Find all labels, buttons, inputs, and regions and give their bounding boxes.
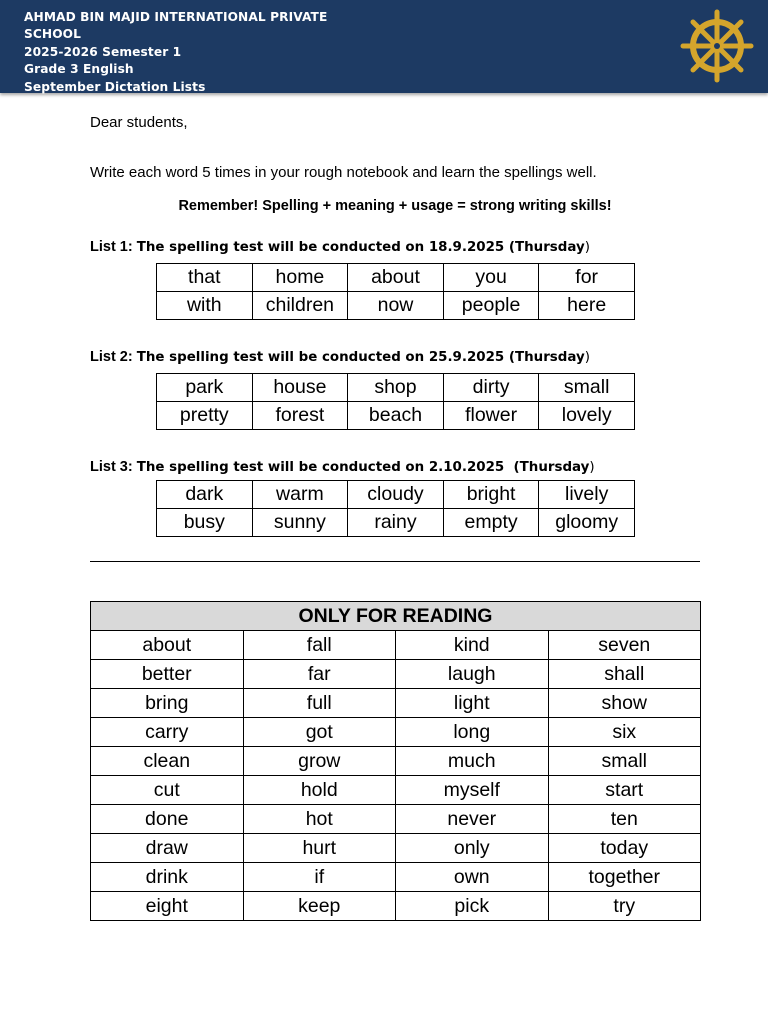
list-3-label: List 3: bbox=[90, 459, 133, 475]
word-cell: lovely bbox=[539, 402, 635, 430]
word-cell: far bbox=[243, 660, 396, 689]
word-cell: six bbox=[548, 718, 701, 747]
word-cell: full bbox=[243, 689, 396, 718]
word-cell: start bbox=[548, 776, 701, 805]
school-info bbox=[24, 9, 354, 96]
table-row bbox=[157, 264, 635, 292]
reminder: Remember! Spelling + meaning + usage = strong writing skills! bbox=[178, 198, 612, 214]
word-cell: eight bbox=[91, 892, 244, 921]
table-row bbox=[91, 863, 701, 892]
list-1-table bbox=[156, 263, 635, 320]
table-row bbox=[157, 374, 635, 402]
word-cell: pick bbox=[396, 892, 549, 921]
word-cell: draw bbox=[91, 834, 244, 863]
table-row bbox=[91, 718, 701, 747]
word-cell: warm bbox=[252, 481, 348, 509]
word-cell: house bbox=[252, 374, 348, 402]
word-cell: today bbox=[548, 834, 701, 863]
list-2-close-paren: ) bbox=[584, 350, 590, 365]
word-cell: children bbox=[252, 292, 348, 320]
word-cell: empty bbox=[443, 509, 539, 537]
table-row bbox=[157, 481, 635, 509]
word-cell: shop bbox=[348, 374, 444, 402]
list-3-close-paren: ) bbox=[589, 460, 595, 475]
word-cell: forest bbox=[252, 402, 348, 430]
word-cell: light bbox=[396, 689, 549, 718]
school-name-line2: SCHOOL bbox=[24, 27, 82, 42]
table-row bbox=[157, 402, 635, 430]
section-divider bbox=[90, 561, 700, 562]
word-cell: busy bbox=[157, 509, 253, 537]
word-cell: here bbox=[539, 292, 635, 320]
word-cell: for bbox=[539, 264, 635, 292]
word-cell: drink bbox=[91, 863, 244, 892]
table-row bbox=[91, 834, 701, 863]
instruction: Write each word 5 times in your rough notebook and learn the spellings well. bbox=[90, 164, 597, 181]
word-cell: bright bbox=[443, 481, 539, 509]
word-cell: myself bbox=[396, 776, 549, 805]
word-cell: rainy bbox=[348, 509, 444, 537]
word-cell: pretty bbox=[157, 402, 253, 430]
word-cell: small bbox=[548, 747, 701, 776]
word-cell: together bbox=[548, 863, 701, 892]
table-row bbox=[91, 660, 701, 689]
list-2-heading bbox=[90, 349, 590, 365]
document-title: September Dictation Lists bbox=[24, 79, 206, 94]
school-name-line1: AHMAD BIN MAJID INTERNATIONAL PRIVATE bbox=[24, 10, 328, 24]
word-cell: own bbox=[396, 863, 549, 892]
word-cell: you bbox=[443, 264, 539, 292]
list-2-table bbox=[156, 373, 635, 430]
word-cell: grow bbox=[243, 747, 396, 776]
word-cell: carry bbox=[91, 718, 244, 747]
word-cell: if bbox=[243, 863, 396, 892]
list-1-close-paren: ) bbox=[584, 240, 590, 255]
school-logo bbox=[680, 9, 754, 83]
table-row bbox=[157, 292, 635, 320]
word-cell: clean bbox=[91, 747, 244, 776]
word-cell: sunny bbox=[252, 509, 348, 537]
word-cell: shall bbox=[548, 660, 701, 689]
list-1-test-date: The spelling test will be conducted on 18.9.2025 (Thursday bbox=[136, 240, 585, 255]
grade-label: Grade 3 English bbox=[24, 62, 134, 77]
word-cell: about bbox=[348, 264, 444, 292]
semester-label: 2025-2026 Semester 1 bbox=[24, 44, 182, 59]
word-cell: with bbox=[157, 292, 253, 320]
word-cell: show bbox=[548, 689, 701, 718]
word-cell: done bbox=[91, 805, 244, 834]
word-cell: got bbox=[243, 718, 396, 747]
word-cell: small bbox=[539, 374, 635, 402]
word-cell: only bbox=[396, 834, 549, 863]
word-cell: now bbox=[348, 292, 444, 320]
table-row bbox=[91, 631, 701, 660]
word-cell: hold bbox=[243, 776, 396, 805]
word-cell: gloomy bbox=[539, 509, 635, 537]
list-3-heading bbox=[90, 459, 595, 475]
word-cell: that bbox=[157, 264, 253, 292]
page-header bbox=[0, 0, 768, 93]
word-cell: keep bbox=[243, 892, 396, 921]
ship-wheel-icon bbox=[680, 9, 754, 83]
list-1-label: List 1: bbox=[90, 239, 133, 255]
word-cell: never bbox=[396, 805, 549, 834]
greeting: Dear students, bbox=[90, 114, 188, 131]
table-row bbox=[91, 805, 701, 834]
word-cell: beach bbox=[348, 402, 444, 430]
word-cell: lively bbox=[539, 481, 635, 509]
word-cell: fall bbox=[243, 631, 396, 660]
word-cell: park bbox=[157, 374, 253, 402]
word-cell: dirty bbox=[443, 374, 539, 402]
word-cell: long bbox=[396, 718, 549, 747]
word-cell: bring bbox=[91, 689, 244, 718]
reading-title-row bbox=[91, 602, 701, 631]
reading-table bbox=[90, 601, 701, 921]
word-cell: cut bbox=[91, 776, 244, 805]
word-cell: about bbox=[91, 631, 244, 660]
word-cell: hurt bbox=[243, 834, 396, 863]
word-cell: try bbox=[548, 892, 701, 921]
word-cell: much bbox=[396, 747, 549, 776]
word-cell: home bbox=[252, 264, 348, 292]
list-3-test-date: The spelling test will be conducted on 2.10.2025 (Thursday bbox=[136, 460, 590, 475]
word-cell: better bbox=[91, 660, 244, 689]
table-row bbox=[91, 776, 701, 805]
list-2-test-date: The spelling test will be conducted on 25.9.2025 (Thursday bbox=[136, 350, 585, 365]
word-cell: cloudy bbox=[348, 481, 444, 509]
table-row bbox=[91, 689, 701, 718]
word-cell: ten bbox=[548, 805, 701, 834]
word-cell: kind bbox=[396, 631, 549, 660]
list-3-table bbox=[156, 480, 635, 537]
word-cell: laugh bbox=[396, 660, 549, 689]
word-cell: seven bbox=[548, 631, 701, 660]
word-cell: people bbox=[443, 292, 539, 320]
word-cell: dark bbox=[157, 481, 253, 509]
list-2-label: List 2: bbox=[90, 349, 133, 365]
word-cell: flower bbox=[443, 402, 539, 430]
reading-title: ONLY FOR READING bbox=[91, 602, 701, 631]
table-row bbox=[157, 509, 635, 537]
word-cell: hot bbox=[243, 805, 396, 834]
table-row bbox=[91, 747, 701, 776]
list-1-heading bbox=[90, 239, 590, 255]
table-row bbox=[91, 892, 701, 921]
